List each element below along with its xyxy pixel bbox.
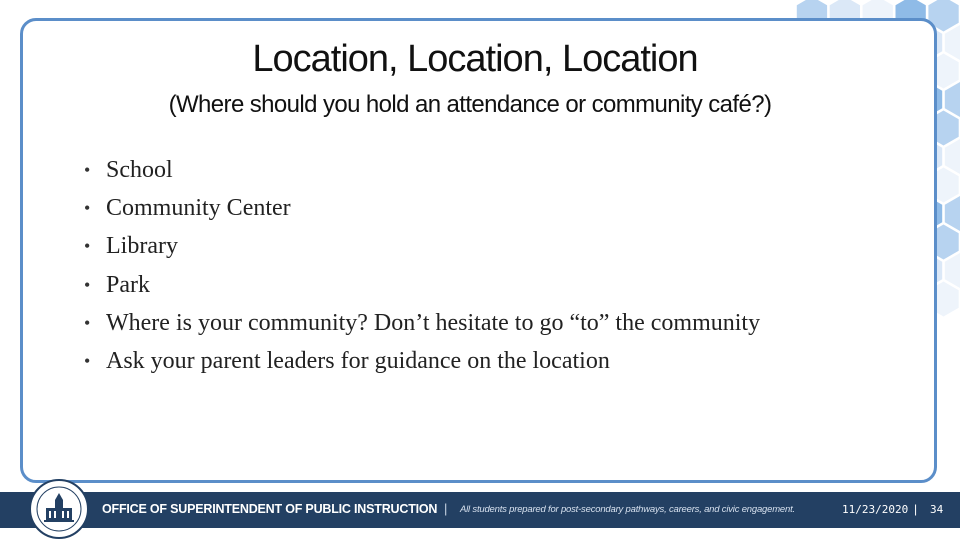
list-item-text: Where is your community? Don’t hesitate to go “to” the community (106, 309, 761, 336)
list-item (84, 342, 760, 380)
bullet-list (84, 151, 760, 380)
list-item (84, 227, 760, 265)
organization-name: OFFICE OF SUPERINTENDENT OF PUBLIC INSTRUCTION (102, 502, 438, 516)
list-item-text: Ask your parent leaders for guidance on the location (106, 347, 610, 374)
list-item-text: Community Center (106, 195, 291, 222)
hexagon-shape (945, 82, 960, 117)
bullet-icon: • (84, 312, 91, 333)
slide-subtitle: (Where should you hold an attendance or community café?) (168, 91, 772, 118)
ospi-seal-logo-icon (26, 478, 92, 540)
hexagon-shape (945, 253, 960, 288)
hexagon-shape (945, 196, 960, 231)
list-item-text: Library (106, 233, 178, 260)
bullet-icon: • (84, 350, 91, 371)
bullet-icon: • (84, 160, 91, 180)
slide-title: Location, Location, Location (252, 38, 698, 80)
list-item-text: Park (106, 271, 150, 298)
list-item (84, 266, 760, 304)
footer-separator: | (914, 502, 918, 516)
hexagon-shape (945, 139, 960, 174)
list-item-text: School (106, 157, 173, 183)
bullet-icon: • (84, 274, 91, 295)
list-item (84, 189, 760, 227)
list-item (84, 151, 760, 189)
footer-tagline: All students prepared for post-secondary pathways, careers, and civic engagement. (460, 504, 795, 515)
slide-date: 11/23/2020 (842, 503, 909, 516)
page-number: 34 (930, 503, 944, 516)
list-item (84, 304, 760, 342)
bullet-icon: • (84, 236, 91, 257)
bullet-icon: • (84, 198, 91, 219)
footer-separator: | (444, 501, 448, 516)
